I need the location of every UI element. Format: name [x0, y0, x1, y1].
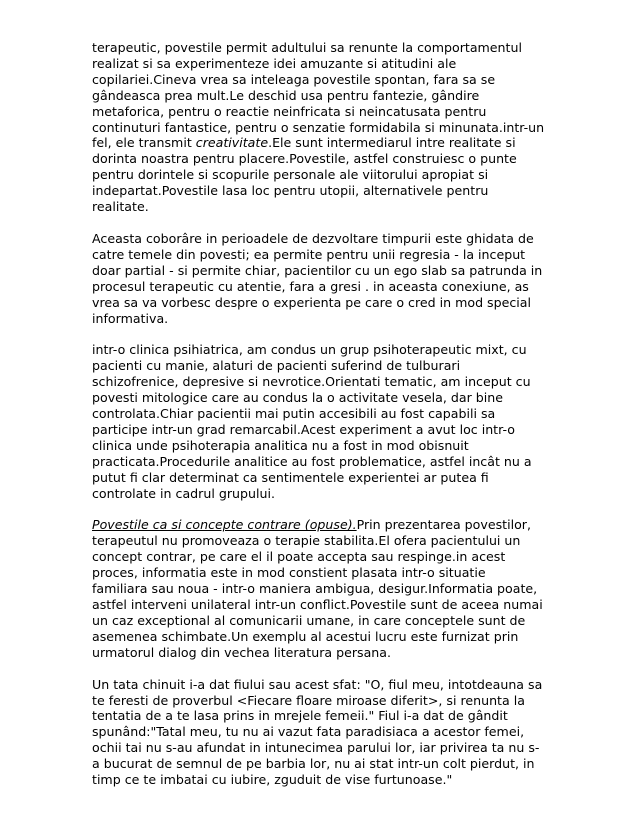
text-line: metaforica, pentru o reactie neinfricata si neincatusata pentru [92, 103, 487, 119]
text-line: pacienti cu manie, alaturi de pacienti suferind de tulburari [92, 358, 461, 374]
text-line: povesti mitologice care au condus la o activitate vesela, dar bine [92, 390, 503, 406]
text-run: .Ele sunt intermediarul intre realitate si [268, 135, 516, 151]
text-line: timp ce te imbatai cu iubire, zguduit de vise furtunoase." [92, 772, 453, 788]
text-run: Prin prezentarea povestilor, [356, 517, 531, 533]
section-heading: Povestile ca si concepte contrare (opuse). [92, 517, 357, 533]
text-line [92, 135, 552, 151]
emphasis-creativitate: creativitate [195, 135, 269, 151]
paragraph-5 [92, 677, 552, 788]
text-line: controlate in cadrul grupului. [92, 485, 275, 501]
text-line: terapeutic, povestile permit adultului sa renunte la comportamentul [92, 40, 522, 55]
text-line: indepartat.Povestile lasa loc pentru utopii, alternativele pentru [92, 183, 489, 199]
text-line: te feresti de proverbul <Fiecare floare miroase diferit>, si renunta la [92, 692, 525, 708]
document-page [92, 40, 552, 804]
text-line: Un tata chinuit i-a dat fiului sau acest sfat: "O, fiul meu, intotdeauna sa [92, 676, 543, 692]
text-line: realizat si sa experimenteze idei amuzante si atitudini ale [92, 55, 457, 71]
text-line: copilariei.Cineva vrea sa inteleaga povestile spontan, fara sa se [92, 71, 496, 87]
text-line: catre temele din povesti; ea permite pentru unii regresia - la inceput [92, 246, 526, 262]
text-line: gândeasca prea mult.Le deschid usa pentru fantezie, gândire [92, 87, 480, 103]
text-line: familiara sau noua - intr-o maniera ambigua, desigur.Informatia poate, [92, 581, 538, 597]
text-line: spunând:"Tatal meu, tu nu ai vazut fata paradisiaca a acestor femei, [92, 724, 525, 740]
paragraph-1 [92, 40, 552, 215]
text-line: schizofrenice, depresive si nevrotice.Orientati tematic, am inceput cu [92, 374, 531, 390]
text-line: ochii tai nu s-au afundat in intunecimea parului lor, iar privirea ta nu s- [92, 740, 540, 756]
text-line: continuturi fantastice, pentru o senzatie formidabila si minunata.intr-un [92, 119, 545, 135]
text-line: pentru dorintele si scopurile personale ale viitorului apropiat si [92, 167, 489, 183]
text-line: astfel interveni unilateral intr-un conflict.Povestile sunt de aceea numai [92, 597, 543, 612]
text-line: dorinta noastra pentru placere.Povestile, astfel construiesc o punte [92, 151, 517, 167]
text-line: intr-o clinica psihiatrica, am condus un grup psihoterapeutic mixt, cu [92, 342, 527, 358]
text-line: procesul terapeutic cu atentie, fara a gresi . in aceasta conexiune, as [92, 278, 529, 294]
text-line: asemenea schimbate.Un exemplu al acestui lucru este furnizat prin [92, 628, 519, 644]
text-line: practicata.Procedurile analitice au fost problematice, astfel incât nu a [92, 453, 532, 469]
text-line: controlata.Chiar pacientii mai putin accesibili au fost capabili sa [92, 406, 496, 422]
text-line: tentatia de a te lasa prins in mrejele femeii." Fiul i-a dat de gândit [92, 708, 508, 724]
text-line: vrea sa va vorbesc despre o experienta pe care o cred in mod special [92, 294, 532, 310]
paragraph-2 [92, 231, 552, 326]
text-line: participe intr-un grad remarcabil.Acest experiment a avut loc intr-o [92, 421, 515, 437]
text-line: doar partial - si permite chiar, pacientilor cu un ego slab sa patrunda in [92, 262, 543, 278]
text-run: fel, ele transmit [92, 135, 196, 151]
text-line: concept contrar, pe care el il poate accepta sau respinge.in acest [92, 549, 506, 565]
paragraph-3 [92, 342, 552, 501]
text-line: un caz exceptional al comunicarii umane, in care conceptele sunt de [92, 612, 526, 628]
text-line [92, 517, 552, 533]
text-line: urmatorul dialog din vechea literatura persana. [92, 644, 391, 660]
text-line: putut fi clar determinat ca sentimentele experientei ar putea fi [92, 469, 489, 485]
text-line: clinica unde psihoterapia analitica nu a fost in mod obisnuit [92, 437, 469, 453]
text-line: Aceasta coborâre in perioadele de dezvoltare timpurii este ghidata de [92, 230, 534, 246]
paragraph-4 [92, 517, 552, 660]
text-line: realitate. [92, 199, 149, 215]
text-line: a bucurat de semnul de pe barbia lor, nu ai stat intr-un colt pierdut, in [92, 756, 535, 772]
text-line: informativa. [92, 310, 169, 326]
text-line: proces, informatia este in mod constient plasata intr-o situatie [92, 565, 486, 581]
text-line: terapeutul nu promoveaza o terapie stabilita.El ofera pacientului un [92, 533, 521, 549]
